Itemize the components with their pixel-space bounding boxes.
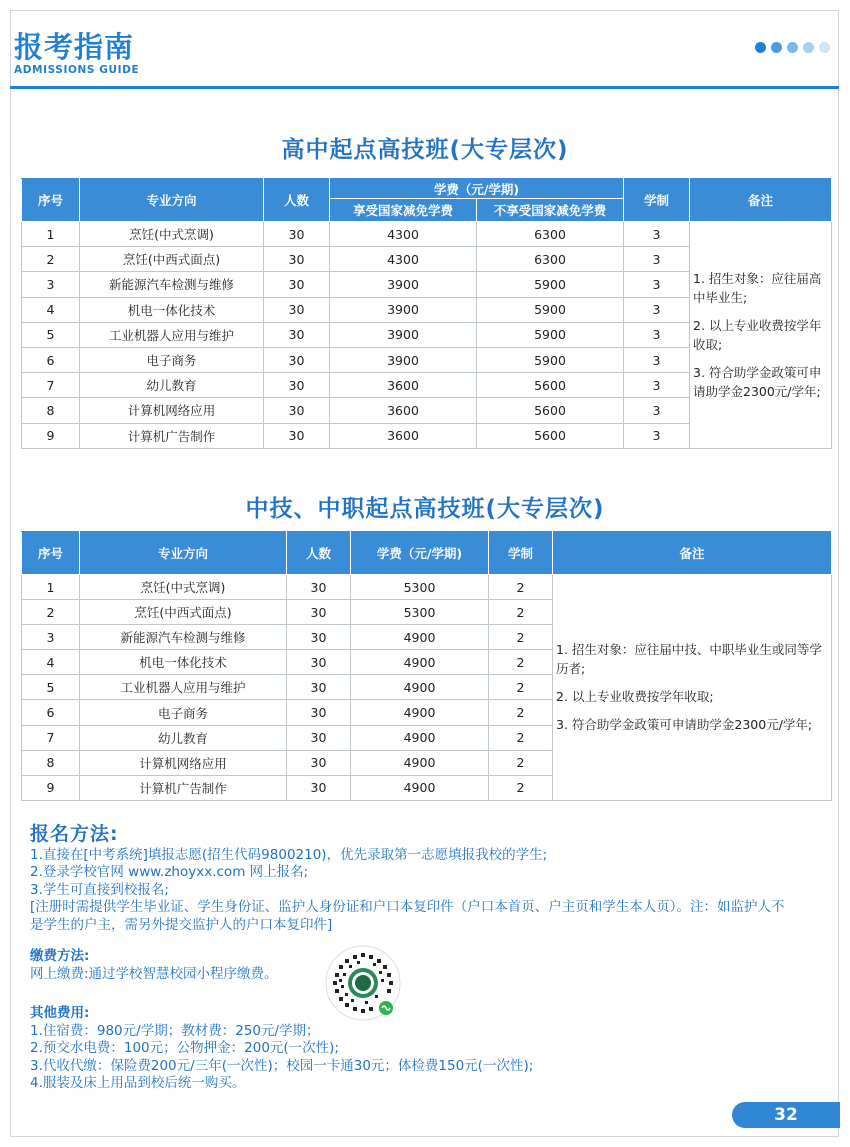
table-row: [22, 222, 832, 247]
cell-major: 电子商务: [80, 347, 264, 372]
cell-fee: 4900: [351, 775, 489, 800]
cell-major: 幼儿教育: [80, 373, 264, 398]
cell-major: 电子商务: [80, 700, 287, 725]
cell-years: 2: [489, 750, 553, 775]
header-dots: [755, 42, 830, 53]
cell-major: 工业机器人应用与维护: [80, 675, 287, 700]
cell-count: 30: [264, 373, 330, 398]
cell-fee-without: 5900: [477, 297, 624, 322]
col-header-years: 学制: [624, 179, 690, 222]
remark-note: 2. 以上专业收费按学年收取;: [556, 689, 714, 705]
col-header-count: 人数: [264, 179, 330, 222]
registration-line: 3.学生可直接到校报名;: [30, 881, 169, 898]
cell-fee-with: 3900: [330, 322, 477, 347]
cell-major: 机电一体化技术: [80, 650, 287, 675]
section1-table: [21, 178, 832, 449]
col-header-remark: 备注: [553, 532, 832, 575]
cell-major: 工业机器人应用与维护: [80, 322, 264, 347]
remark-note: 1. 招生对象：应往届中技、中职毕业生或同等学历者;: [556, 642, 822, 677]
cell-no: 9: [22, 775, 80, 800]
cell-count: 30: [287, 700, 351, 725]
cell-fee-with: 3600: [330, 373, 477, 398]
col-header-remark: 备注: [690, 179, 832, 222]
cell-fee-without: 5600: [477, 423, 624, 448]
cell-remark: [690, 222, 832, 449]
cell-major: 烹饪(中西式面点): [80, 247, 264, 272]
cell-major: 烹饪(中式烹调): [80, 575, 287, 600]
col-header-fee: 学费（元/学期): [330, 179, 624, 199]
registration-note: [注册时需提供学生毕业证、学生身份证、监护人身份证和户口本复印件（户口本首页、户主页和学生本人页）。注：如监护人不是学生的户主，需另外提交监护人的户口本复印件]: [30, 899, 785, 933]
cell-fee-without: 5900: [477, 347, 624, 372]
cell-count: 30: [287, 625, 351, 650]
cell-no: 4: [22, 650, 80, 675]
cell-no: 3: [22, 625, 80, 650]
col-header-count: 人数: [287, 532, 351, 575]
dot-decoration: [771, 42, 782, 53]
col-header-major: 专业方向: [80, 179, 264, 222]
cell-count: 30: [264, 272, 330, 297]
cell-no: 6: [22, 700, 80, 725]
cell-count: 30: [264, 423, 330, 448]
cell-fee: 4900: [351, 725, 489, 750]
cell-fee: 4900: [351, 700, 489, 725]
payment-line: 网上缴费:通过学校智慧校园小程序缴费。: [30, 965, 278, 982]
cell-no: 7: [22, 373, 80, 398]
cell-count: 30: [264, 222, 330, 247]
remark-note: 2. 以上专业收费按学年收取;: [693, 317, 822, 352]
dot-decoration: [819, 42, 830, 53]
cell-fee-with: 3600: [330, 398, 477, 423]
cell-remark: [553, 575, 832, 801]
col-header-fee-with: 享受国家减免学费: [330, 199, 477, 222]
cell-count: 30: [264, 322, 330, 347]
cell-major: 新能源汽车检测与维修: [80, 272, 264, 297]
other-fee-line: 1.住宿费：980元/学期；教材费：250元/学期；: [30, 1022, 320, 1039]
cell-major: 计算机网络应用: [80, 398, 264, 423]
cell-no: 7: [22, 725, 80, 750]
cell-fee-with: 3900: [330, 272, 477, 297]
cell-fee: 4900: [351, 625, 489, 650]
cell-count: 30: [287, 650, 351, 675]
cell-years: 3: [624, 322, 690, 347]
other-fees-title: 其他费用:: [30, 1005, 90, 1021]
cell-major: 烹饪(中西式面点): [80, 600, 287, 625]
cell-fee-with: 4300: [330, 222, 477, 247]
registration-title: 报名方法:: [30, 823, 119, 845]
page-number: 32: [774, 1105, 798, 1125]
dot-decoration: [787, 42, 798, 53]
cell-no: 9: [22, 423, 80, 448]
cell-no: 8: [22, 750, 80, 775]
cell-years: 3: [624, 297, 690, 322]
table-row: [22, 575, 832, 600]
cell-years: 2: [489, 675, 553, 700]
dot-decoration: [755, 42, 766, 53]
cell-no: 6: [22, 347, 80, 372]
cell-fee-with: 4300: [330, 247, 477, 272]
cell-count: 30: [264, 398, 330, 423]
cell-years: 2: [489, 775, 553, 800]
cell-years: 2: [489, 700, 553, 725]
cell-fee: 5300: [351, 600, 489, 625]
cell-count: 30: [287, 600, 351, 625]
cell-count: 30: [287, 675, 351, 700]
cell-years: 3: [624, 398, 690, 423]
other-fee-line: 4.服装及床上用品到校后统一购买。: [30, 1075, 246, 1091]
cell-major: 幼儿教育: [80, 725, 287, 750]
cell-fee: 5300: [351, 575, 489, 600]
page-title: 报考指南: [14, 30, 135, 64]
header-divider: [10, 86, 839, 89]
other-fee-line: 3.代收代缴：保险费200元/三年(一次性)；校园一卡通30元；体检费150元(一次性);: [30, 1057, 534, 1074]
cell-years: 2: [489, 575, 553, 600]
remark-note: 3. 符合助学金政策可申请助学金2300元/学年;: [556, 717, 813, 733]
cell-years: 2: [489, 650, 553, 675]
cell-years: 3: [624, 272, 690, 297]
cell-years: 3: [624, 222, 690, 247]
cell-years: 2: [489, 725, 553, 750]
cell-count: 30: [264, 247, 330, 272]
payment-title: 缴费方法:: [30, 948, 90, 964]
cell-no: 8: [22, 398, 80, 423]
cell-fee: 4900: [351, 675, 489, 700]
cell-years: 2: [489, 600, 553, 625]
cell-count: 30: [287, 725, 351, 750]
cell-fee-with: 3900: [330, 297, 477, 322]
dot-decoration: [803, 42, 814, 53]
col-header-fee-without: 不享受国家减免学费: [477, 199, 624, 222]
cell-count: 30: [264, 297, 330, 322]
cell-fee-without: 5900: [477, 322, 624, 347]
registration-line: 2.登录学校官网 www.zhoyxx.com 网上报名;: [30, 864, 309, 880]
cell-no: 1: [22, 222, 80, 247]
cell-major: 新能源汽车检测与维修: [80, 625, 287, 650]
section2-table: [21, 531, 832, 801]
cell-no: 3: [22, 272, 80, 297]
section2-title: 中技、中职起点高技班(大专层次): [245, 496, 605, 522]
cell-years: 3: [624, 423, 690, 448]
cell-years: 2: [489, 625, 553, 650]
cell-count: 30: [287, 750, 351, 775]
cell-fee-with: 3900: [330, 347, 477, 372]
cell-no: 5: [22, 675, 80, 700]
cell-years: 3: [624, 347, 690, 372]
registration-section: [30, 823, 830, 1093]
mini-program-qr-icon[interactable]: [325, 945, 401, 1021]
cell-fee: 4900: [351, 650, 489, 675]
remark-note: 1. 招生对象：应往届高中毕业生;: [693, 270, 822, 305]
other-fee-line: 2.预交水电费：100元；公物押金：200元(一次性);: [30, 1040, 339, 1056]
cell-years: 3: [624, 247, 690, 272]
cell-major: 计算机广告制作: [80, 775, 287, 800]
cell-fee-without: 6300: [477, 222, 624, 247]
registration-line: 1.直接在[中考系统]填报志愿(招生代码9800210)，优先录取第一志愿填报我校的学生;: [30, 846, 548, 863]
cell-no: 1: [22, 575, 80, 600]
cell-count: 30: [264, 347, 330, 372]
cell-fee-without: 5600: [477, 398, 624, 423]
cell-count: 30: [287, 775, 351, 800]
cell-years: 3: [624, 373, 690, 398]
cell-no: 2: [22, 600, 80, 625]
col-header-no: 序号: [22, 532, 80, 575]
col-header-fee: 学费（元/学期): [351, 532, 489, 575]
cell-fee-without: 5600: [477, 373, 624, 398]
cell-count: 30: [287, 575, 351, 600]
col-header-no: 序号: [22, 179, 80, 222]
cell-fee-without: 5900: [477, 272, 624, 297]
cell-no: 4: [22, 297, 80, 322]
cell-no: 5: [22, 322, 80, 347]
section1-title: 高中起点高技班(大专层次): [281, 137, 569, 163]
cell-fee-without: 6300: [477, 247, 624, 272]
cell-major: 机电一体化技术: [80, 297, 264, 322]
remark-note: 3. 符合助学金政策可申请助学金2300元/学年;: [693, 364, 822, 399]
page-subtitle: ADMISSIONS GUIDE: [14, 64, 140, 76]
cell-no: 2: [22, 247, 80, 272]
col-header-years: 学制: [489, 532, 553, 575]
cell-fee: 4900: [351, 750, 489, 775]
cell-major: 烹饪(中式烹调): [80, 222, 264, 247]
cell-major: 计算机广告制作: [80, 423, 264, 448]
cell-fee-with: 3600: [330, 423, 477, 448]
cell-major: 计算机网络应用: [80, 750, 287, 775]
col-header-major: 专业方向: [80, 532, 287, 575]
